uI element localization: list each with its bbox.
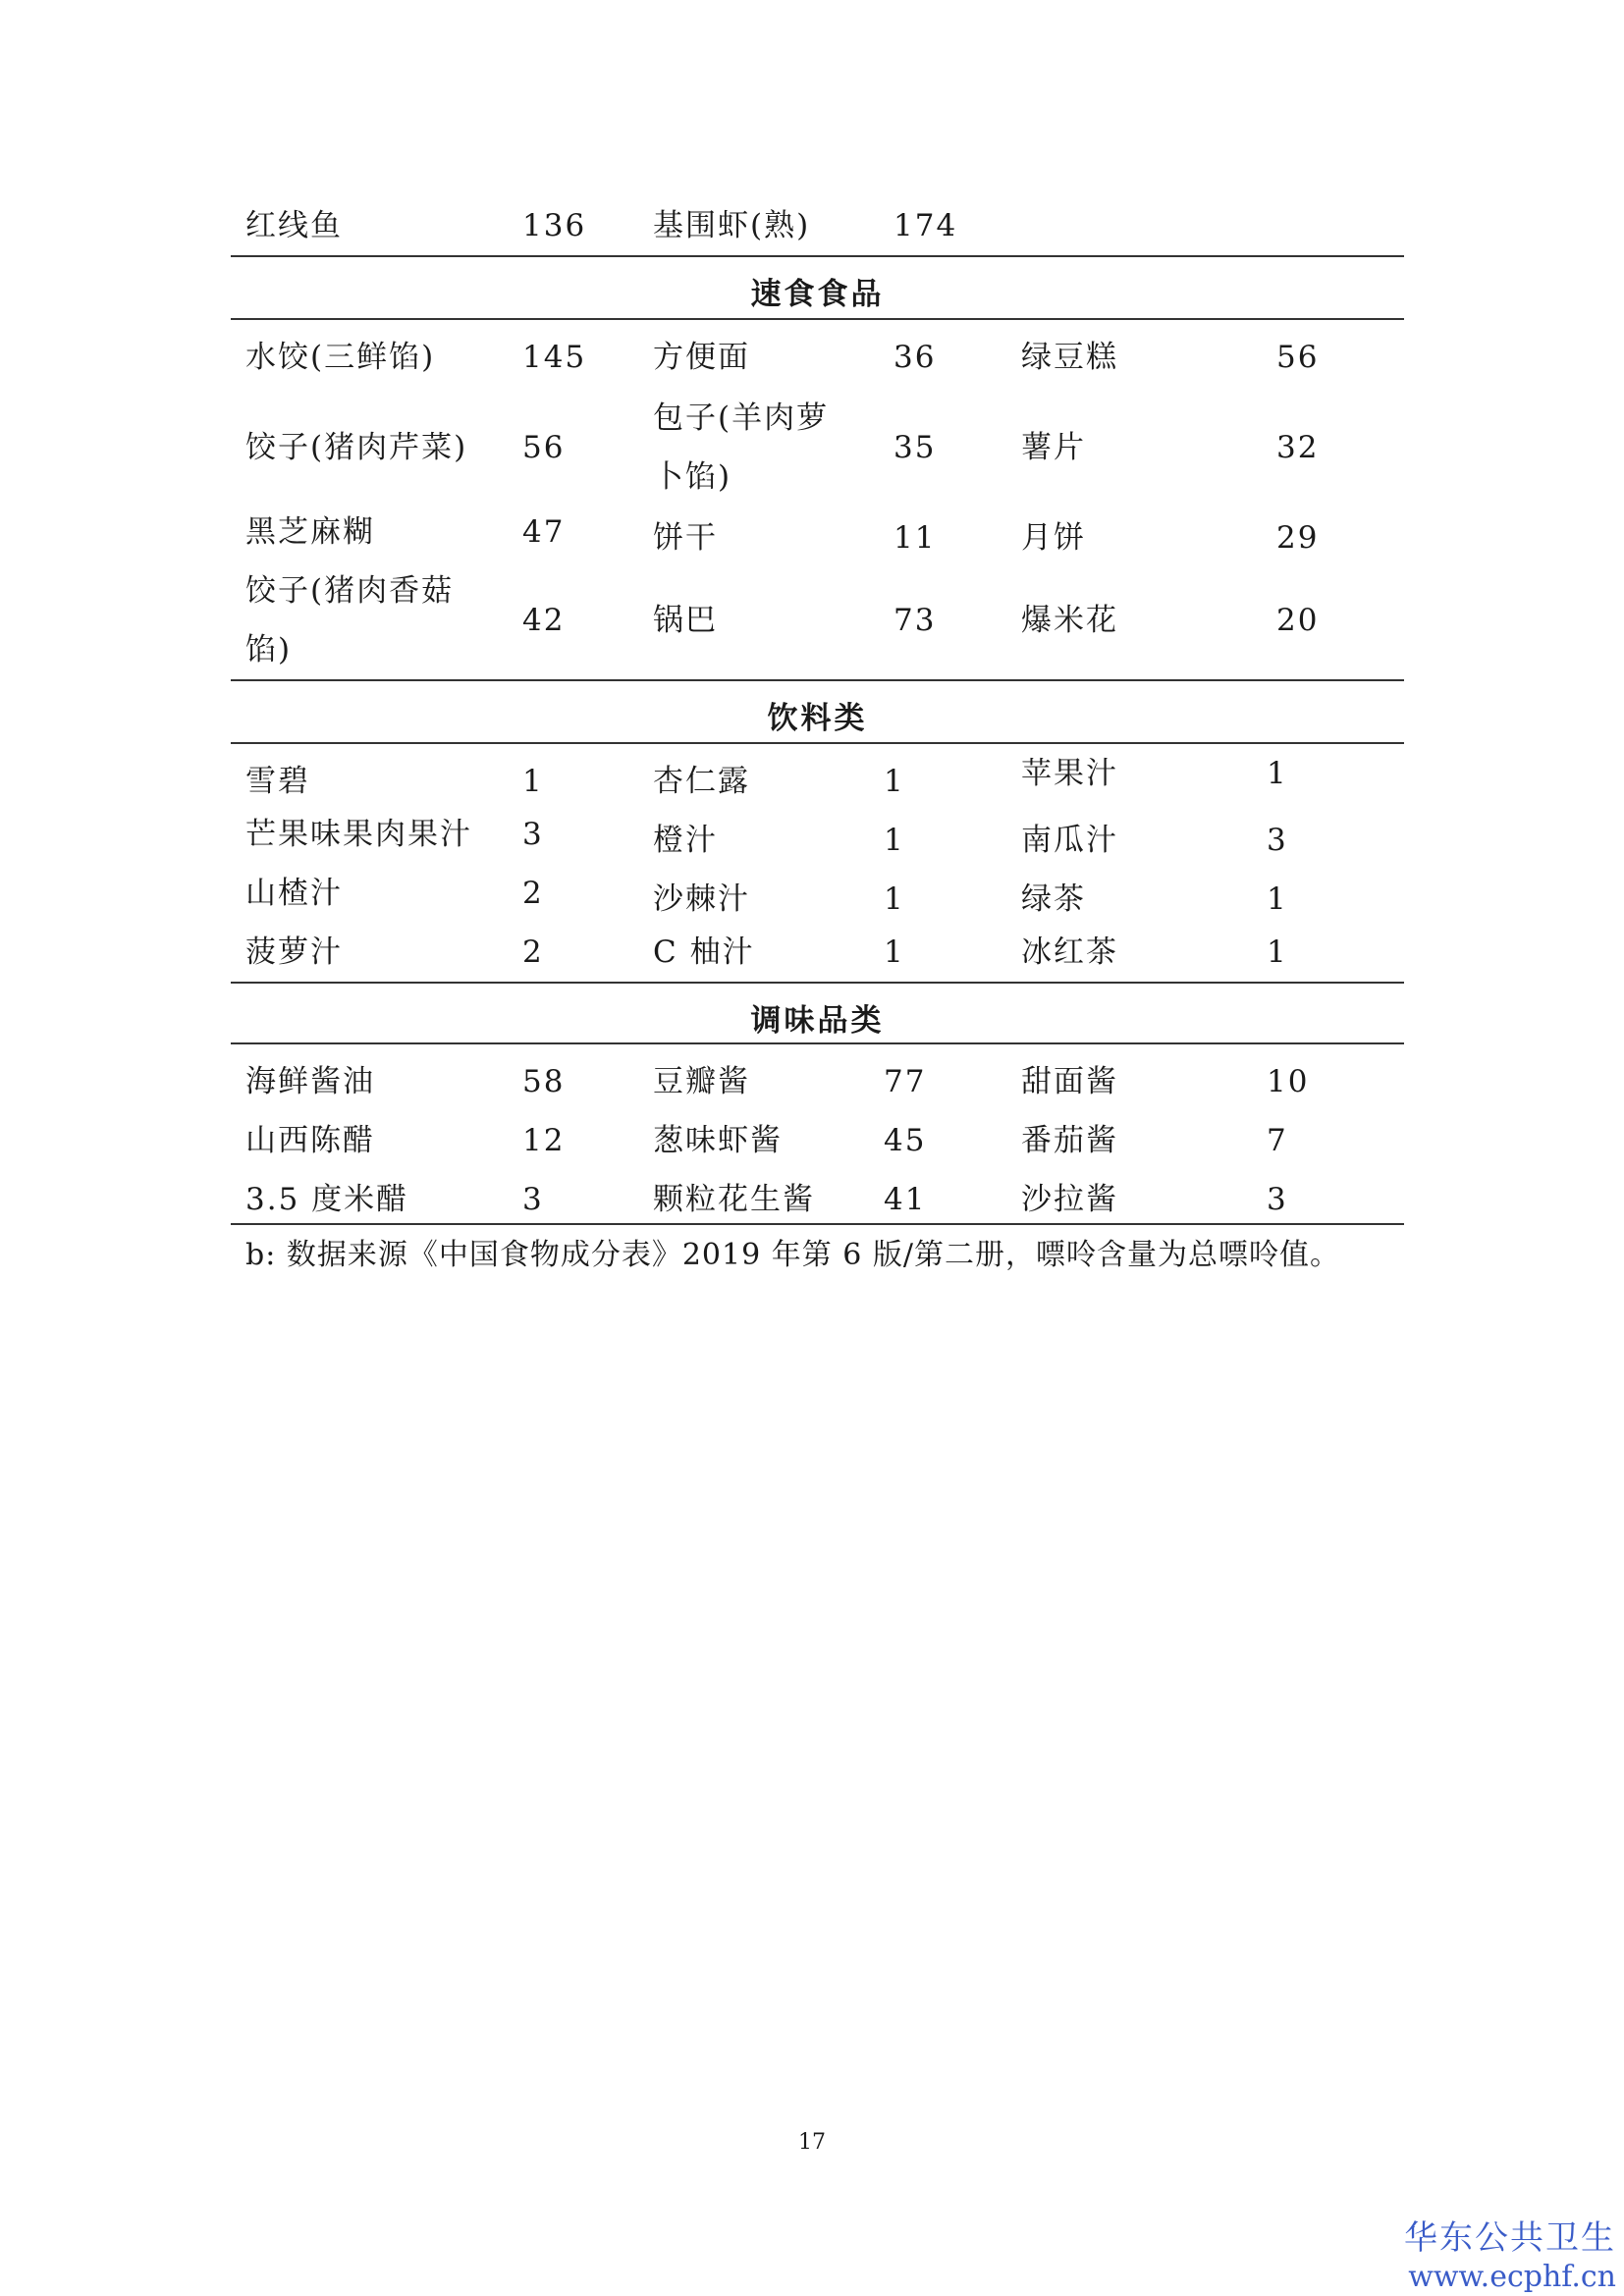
table-cell: 3 xyxy=(522,817,544,852)
table-cell: 3 xyxy=(1267,1182,1288,1217)
table-cell: 3 xyxy=(1267,823,1288,858)
table-cell: 12 xyxy=(522,1123,566,1158)
table-cell: 1 xyxy=(884,934,905,970)
table-cell: 锅巴 xyxy=(653,603,718,638)
table-cell: 77 xyxy=(884,1064,927,1099)
table-cell: 冰红茶 xyxy=(1021,934,1118,970)
table-cell: 葱味虾酱 xyxy=(653,1123,783,1158)
table-cell: 1 xyxy=(1267,756,1288,791)
table-cell: 基围虾(熟) xyxy=(653,208,811,243)
table-cell: 45 xyxy=(884,1123,927,1158)
table-rule xyxy=(231,742,1404,744)
table-cell: C 柚汁 xyxy=(653,934,755,970)
table-cell: 绿豆糕 xyxy=(1021,340,1118,375)
table-cell: 月饼 xyxy=(1021,520,1086,556)
table-cell: 145 xyxy=(522,340,587,375)
section-title: 饮料类 xyxy=(767,701,868,736)
table-cell: 沙棘汁 xyxy=(653,881,750,917)
table-cell: 薯片 xyxy=(1021,430,1086,465)
table-cell: 菠萝汁 xyxy=(245,934,343,970)
table-footnote: b: 数据来源《中国食物成分表》2019 年第 6 版/第二册，嘌呤含量为总嘌呤值。 xyxy=(245,1238,1340,1272)
table-cell: 爆米花 xyxy=(1021,603,1118,638)
table-cell: 山楂汁 xyxy=(245,876,343,911)
table-cell: 甜面酱 xyxy=(1021,1064,1118,1099)
table-cell: 32 xyxy=(1276,430,1320,465)
table-cell: 47 xyxy=(522,514,566,550)
table-cell: 豆瓣酱 xyxy=(653,1064,750,1099)
table-cell: 3 xyxy=(522,1182,544,1217)
table-cell: 2 xyxy=(522,934,544,970)
table-cell: 黑芝麻糊 xyxy=(245,514,375,550)
table-cell: 73 xyxy=(893,603,937,638)
table-cell: 水饺(三鲜馅) xyxy=(245,340,436,375)
table-cell: 56 xyxy=(1276,340,1320,375)
table-cell: 20 xyxy=(1276,603,1320,638)
table-cell: 番茄酱 xyxy=(1021,1123,1118,1158)
table-cell: 42 xyxy=(522,603,566,638)
table-cell: 10 xyxy=(1267,1064,1310,1099)
table-cell: 颗粒花生酱 xyxy=(653,1182,815,1217)
watermark-name: 华东公共卫生 xyxy=(1404,2218,1616,2258)
table-cell: 红线鱼 xyxy=(245,208,343,243)
table-cell: 1 xyxy=(522,764,544,799)
table-cell: 橙汁 xyxy=(653,823,718,858)
page-number: 17 xyxy=(798,2130,826,2155)
table-cell: 1 xyxy=(884,881,905,917)
table-cell: 11 xyxy=(893,520,937,556)
table-cell: 沙拉酱 xyxy=(1021,1182,1118,1217)
table-rule xyxy=(231,318,1404,320)
watermark xyxy=(1404,2216,1616,2295)
table-cell: 杏仁露 xyxy=(653,764,750,799)
table-cell: 芒果味果肉果汁 xyxy=(245,817,472,852)
table-rule xyxy=(231,1042,1404,1044)
table-cell: 1 xyxy=(884,823,905,858)
table-cell: 35 xyxy=(893,430,937,465)
section-title: 调味品类 xyxy=(750,1003,885,1039)
table-cell: 山西陈醋 xyxy=(245,1123,375,1158)
table-cell: 1 xyxy=(1267,934,1288,970)
section-title: 速食食品 xyxy=(750,277,885,312)
table-cell: 方便面 xyxy=(653,340,750,375)
table-cell: 174 xyxy=(893,208,958,243)
table-rule xyxy=(231,679,1404,681)
table-cell: 海鲜酱油 xyxy=(245,1064,375,1099)
table-cell: 包子(羊肉萝卜馅) xyxy=(653,400,830,495)
table-cell: 绿茶 xyxy=(1021,881,1086,917)
table-cell: 南瓜汁 xyxy=(1021,823,1118,858)
table-cell: 苹果汁 xyxy=(1021,756,1118,791)
table-cell: 29 xyxy=(1276,520,1320,556)
table-cell: 3.5 度米醋 xyxy=(245,1182,409,1217)
table-cell: 1 xyxy=(1267,881,1288,917)
table-cell: 36 xyxy=(893,340,937,375)
table-cell: 41 xyxy=(884,1182,927,1217)
table-cell: 1 xyxy=(884,764,905,799)
table-cell: 饺子(猪肉芹菜) xyxy=(245,430,468,465)
table-cell: 雪碧 xyxy=(245,764,310,799)
table-cell: 2 xyxy=(522,876,544,911)
table-rule xyxy=(231,982,1404,984)
table-cell: 58 xyxy=(522,1064,566,1099)
table-cell: 136 xyxy=(522,208,587,243)
table-rule xyxy=(231,255,1404,257)
table-cell: 饼干 xyxy=(653,520,718,556)
watermark-url: www.ecphf.cn xyxy=(1408,2260,1616,2294)
table-cell: 56 xyxy=(522,430,566,465)
table-cell: 7 xyxy=(1267,1123,1288,1158)
table-rule xyxy=(231,1223,1404,1225)
table-cell: 饺子(猪肉香菇馅) xyxy=(245,573,455,667)
